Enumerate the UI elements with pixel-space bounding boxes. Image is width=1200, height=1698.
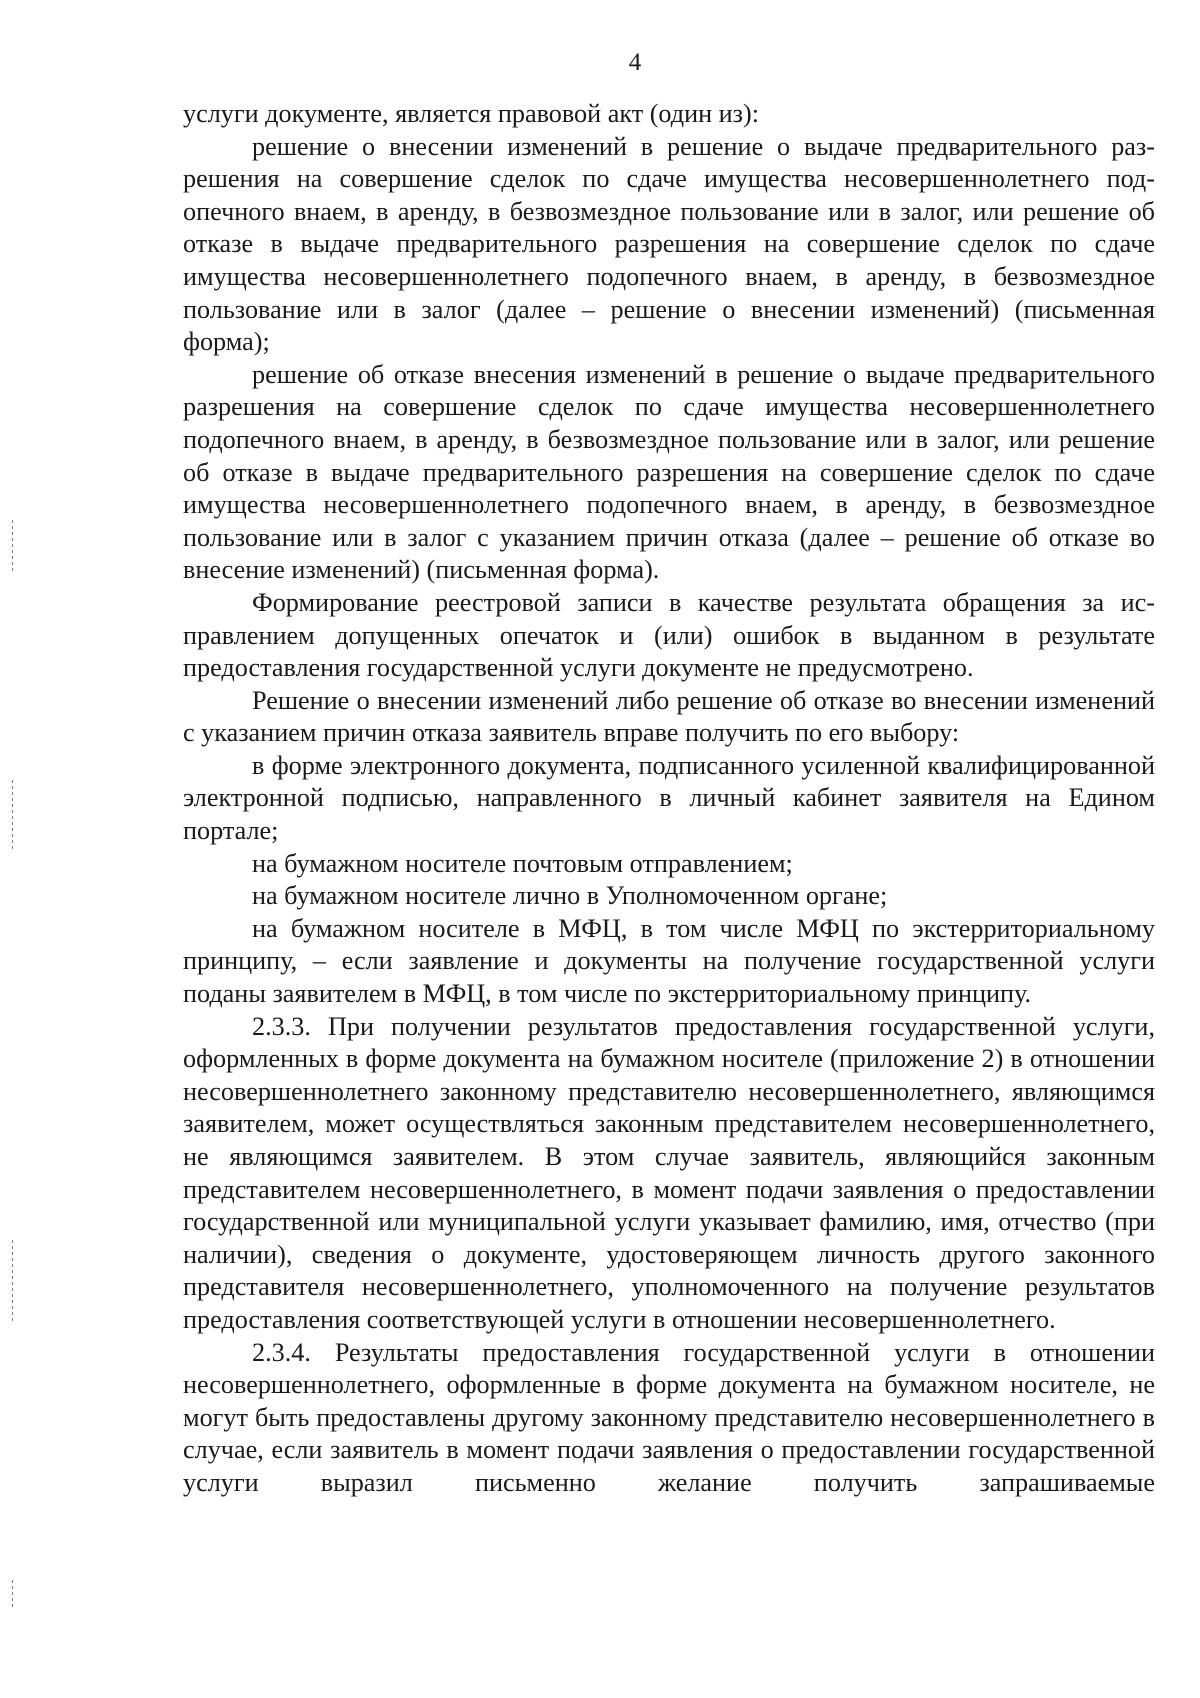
scan-mark xyxy=(12,562,13,565)
scan-mark xyxy=(12,1288,13,1291)
scan-mark xyxy=(12,1264,13,1267)
scan-mark xyxy=(12,556,13,559)
scan-mark xyxy=(12,810,13,813)
paragraph-decision-refusal: решение об отказе внесения изменений в решение о выдаче предварительного разрешения на совершение сделок по сдаче имущества несовершеннолетнего подопечного внаем, в аренду, в безвозмездное пользование или в залог, или решение об отказе в выдаче предварительного разрешения на совершение сделок по сдаче имущества несовершеннолетнего подопечного внаем, в аренду, в безвозмездное пользование или в залог с указанием причин отказа (далее – решение об отказе во внесение изменений) (письменная форма). xyxy=(183,359,1155,585)
scan-mark xyxy=(12,538,13,541)
scan-mark xyxy=(12,1270,13,1273)
scan-mark xyxy=(12,568,13,571)
scan-mark xyxy=(12,1252,13,1255)
scan-mark xyxy=(12,834,13,837)
paragraph-section-2-3-4: 2.3.4. Результаты предоставления государственной услуги в отношении несовершеннолетнего, оформленные в форме документа на бумажном носителе, не могут быть предоставлены другому законному представителю несовершеннолетнего в случае, если заявитель в момент подачи заявления о предоставлении государственной услуги выразил письменно желание получить запрашиваемые xyxy=(183,1337,1155,1497)
scan-mark xyxy=(12,792,13,795)
scan-mark xyxy=(12,804,13,807)
scan-mark xyxy=(12,550,13,553)
paragraph-option-mfc: на бумажном носителе в МФЦ, в том числе МФЦ по экстерриториальному принципу, – если заявление и документы на получение государственной услуги поданы заявителем в МФЦ, в том числе по экстерриториальному принципу. xyxy=(183,913,1155,1009)
paragraph-registry-record: Формирование реестровой записи в качестве результата обращения за исправлением допущенных опечаток и (или) ошибок в выданном в результате предоставления государственной услуги документе не предусмотрено. xyxy=(183,587,1155,683)
scan-edge-marks xyxy=(12,520,16,1620)
paragraph-decision-changes: решение о внесении изменений в решение о выдаче предварительного разрешения на совершение сделок по сдаче имущества несовершеннолетнего подопечного внаем, в аренду, в безвозмездное пользование или в залог, или решение об отказе в выдаче предварительного разрешения на совершение сделок по сдаче имущества несовершеннолетнего подопечного внаем, в аренду, в безвозмездное пользование или в залог (далее – решение о внесении изменений) (письменная форма); xyxy=(183,131,1155,357)
scan-mark xyxy=(12,1306,13,1309)
paragraph-receiving-options: Решение о внесении изменений либо решение об отказе во внесении изменений с указанием причин отказа заявитель вправе получить по его выбору: xyxy=(183,685,1155,748)
scan-mark xyxy=(12,520,13,523)
scan-mark xyxy=(12,780,13,783)
scan-mark xyxy=(12,798,13,801)
scan-mark xyxy=(12,786,13,789)
paragraph-intro: услуги документе, является правовой акт (один из): xyxy=(183,99,760,128)
scan-mark xyxy=(12,1598,13,1601)
scan-mark xyxy=(12,1586,13,1589)
document-body xyxy=(183,98,1155,1500)
scan-mark xyxy=(12,1318,13,1321)
paragraph-option-mail: на бумажном носителе почтовым отправлением; xyxy=(252,848,793,878)
scan-mark xyxy=(12,1592,13,1595)
scan-mark xyxy=(12,544,13,547)
scan-mark xyxy=(12,1580,13,1583)
paragraph-option-in-person: на бумажном носителе лично в Уполномоченном органе; xyxy=(252,881,888,911)
paragraph-section-2-3-3: 2.3.3. При получении результатов предоставления государственной услуги, оформленных в форме документа на бумажном носителе (приложение 2) в отношении несовершеннолетнего законному представителю несовершеннолетнего, являющимся заявителем, может осуществляться законным представителем несовершеннолетнего, не являющимся заявителем. В этом случае заявитель, являющийся законным представителем несовершеннолетнего, в момент подачи заявления о предоставлении государственной или муниципальной услуги указывает фамилию, имя, отчество (при наличии), сведения о документе, удостоверяющем личность другого законного представителя несовершеннолетнего, уполномоченного на получение результатов предоставления соответствующей услуги в отношении несовершеннолетнего. xyxy=(183,1011,1155,1334)
scan-mark xyxy=(12,846,13,849)
scan-mark xyxy=(12,1240,13,1243)
page-number: 4 xyxy=(628,49,642,76)
scan-mark xyxy=(12,816,13,819)
scan-mark xyxy=(12,532,13,535)
scan-mark xyxy=(12,1312,13,1315)
scan-mark xyxy=(12,526,13,529)
paragraph-option-electronic: в форме электронного документа, подписанного усиленной квалифицированной электронной подписью, направленного в личный кабинет заявителя на Едином портале; xyxy=(183,750,1155,846)
scan-mark xyxy=(12,1258,13,1261)
scan-mark xyxy=(12,828,13,831)
scan-mark xyxy=(12,1276,13,1279)
scan-mark xyxy=(12,1300,13,1303)
scan-mark xyxy=(12,1294,13,1297)
scan-mark xyxy=(12,1282,13,1285)
scan-mark xyxy=(12,822,13,825)
scan-mark xyxy=(12,1246,13,1249)
scan-mark xyxy=(12,1604,13,1607)
scan-mark xyxy=(12,840,13,843)
